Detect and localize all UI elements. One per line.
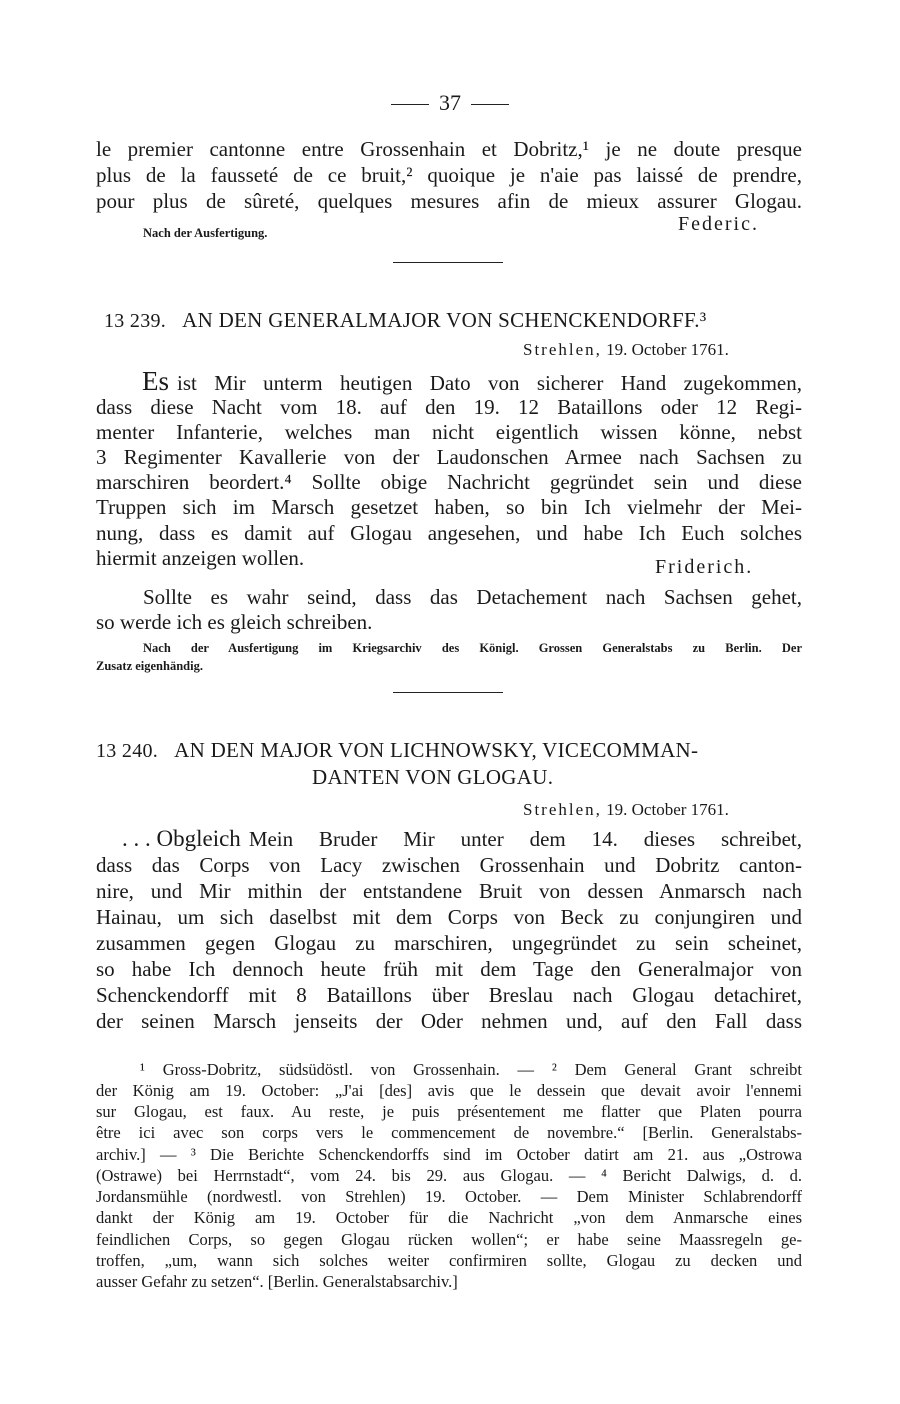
dateline-date: 19. October 1761. [606,340,729,359]
section-divider [393,262,503,263]
letter-number: 13 239. [104,310,167,332]
body-line-first [96,826,802,852]
footnote-line: feindlichen Corps, so gegen Glogau rücken wollen“; er habe seine Maassregeln ge- [96,1230,802,1249]
body-line: dass diese Nacht vom 18. auf den 19. 12 Bataillons oder 12 Regi- [96,395,802,419]
footnote-line: der König am 19. October: „J'ai [des] avis que le dessein que devait avoir l'ennemi [96,1081,802,1100]
page-number-rule-left [391,104,429,105]
body-line: pour plus de sûreté, quelques mesures afin de mieux assurer Glogau. [96,189,802,213]
source-note: Nach der Ausfertigung im Kriegsarchiv des Königl. Grossen Generalstabs zu Berlin. Der [143,641,802,655]
body-line: nire, und Mir mithin der entstandene Bruit von dessen Anmarsch nach [96,879,802,903]
letter-heading [96,738,698,763]
signature: Federic. [678,213,759,235]
body-line: Schenckendorff mit 8 Bataillons über Breslau nach Glogau detachiret, [96,983,802,1007]
dateline-date: 19. October 1761. [606,800,729,819]
body-line: dass das Corps von Lacy zwischen Grossenhain und Dobritz canton- [96,853,802,877]
postscript-line: so werde ich es gleich schreiben. [96,610,373,634]
opening-word: . . . Obgleich [122,826,241,851]
initial-word: Es [142,366,169,396]
body-line: der seinen Marsch jenseits der Oder nehmen und, auf den Fall dass [96,1009,802,1033]
letter-number: 13 240. [96,740,159,762]
footnote-line: (Ostrawe) bei Herrnstadt“, vom 24. bis 29. aus Glogau. — ⁴ Bericht Dalwigs, d. d. [96,1166,802,1185]
body-line: nung, dass es damit auf Glogau angesehen, und habe Ich Euch solches [96,521,802,545]
dateline-place: Strehlen, [523,340,602,359]
body-line: Truppen sich im Marsch gesetzet haben, so bin Ich vielmehr der Mei- [96,495,802,519]
dateline [523,800,729,820]
body-text: ist Mir unterm heutigen Dato von sicherer Hand zugekommen, [177,371,802,395]
body-line: plus de la fausseté de ce bruit,² quoique je n'aie pas laissé de prendre, [96,163,802,187]
body-line: le premier cantonne entre Grossenhain et Dobritz,¹ je ne doute presque [96,137,802,161]
letter-title: AN DEN GENERALMAJOR VON SCHENCKENDORFF.³ [182,308,707,332]
letter-title: AN DEN MAJOR VON LICHNOWSKY, VICECOMMAN- [174,738,699,762]
page-number-rule-right [471,104,509,105]
footnote-line: dankt der König am 19. October für die Nachricht „von dem Anmarsche eines [96,1208,802,1227]
body-line: Hainau, um sich daselbst mit dem Corps von Beck zu conjungiren und [96,905,802,929]
body-line: hiermit anzeigen wollen. [96,546,305,570]
letter-heading [104,308,706,333]
postscript-line: Sollte es wahr seind, dass das Detachement nach Sachsen gehet, [143,585,802,609]
body-line: menter Infanterie, welches man nicht eigentlich wissen könne, nebst [96,420,802,444]
source-note: Nach der Ausfertigung. [143,226,268,240]
body-line: so habe Ich dennoch heute früh mit dem Tage den Generalmajor von [96,957,802,981]
body-line-first [96,368,802,396]
footnote-line: archiv.] — ³ Die Berichte Schenckendorffs sind im October datirt am 21. aus „Ostrowa [96,1145,802,1164]
page-number [0,90,900,116]
footnote-line: troffen, „um, wann sich solches weiter confirmiren sollte, Glogau zu decken und [96,1251,802,1270]
letter-title-cont: DANTEN VON GLOGAU. [312,765,554,789]
footnote-line: sur Glogau, est faux. Au reste, je puis présentement me flatter que Platen pourra [96,1102,802,1121]
body-text: Mein Bruder Mir unter dem 14. dieses schreibet, [248,827,802,851]
body-line: marschiren beordert.⁴ Sollte obige Nachricht gegründet sein und diese [96,470,802,494]
dateline-place: Strehlen, [523,800,602,819]
footnote-line: Jordansmühle (nordwestl. von Strehlen) 19. October. — Dem Minister Schlabrendorff [96,1187,802,1206]
page-number-text: 37 [439,90,461,115]
source-note: Zusatz eigenhändig. [96,659,203,673]
dateline [523,340,729,360]
body-line: zusammen gegen Glogau zu marschiren, ungegründet zu sein scheinet, [96,931,802,955]
section-divider [393,692,503,693]
body-line: 3 Regimenter Kavallerie von der Laudonschen Armee nach Sachsen zu [96,445,802,469]
footnote-line: ausser Gefahr zu setzen“. [Berlin. Generalstabsarchiv.] [96,1272,458,1291]
footnote-line: être ici avec son corps vers le commencement de novembre.“ [Berlin. Generalstabs- [96,1123,802,1142]
footnote-line: ¹ Gross-Dobritz, südsüdöstl. von Grossenhain. — ² Dem General Grant schreibt [140,1060,802,1079]
signature: Friderich. [655,556,754,578]
